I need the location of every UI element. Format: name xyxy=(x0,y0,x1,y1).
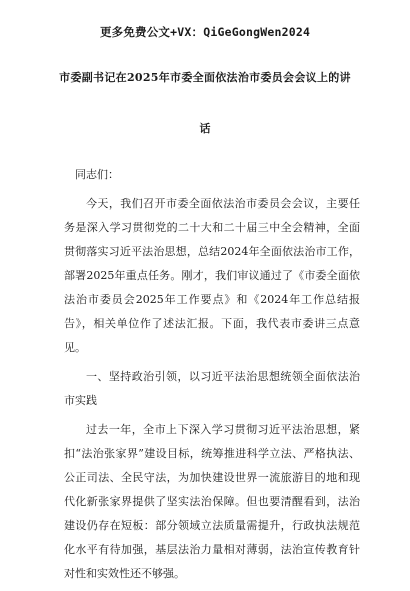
document-title-continuation: 话 xyxy=(199,122,211,135)
paragraph-section-1: 过去一年，全市上下深入学习贯彻习近平法治思想，紧扣“法治张家界”建设目标，统筹推进科学立法、严格执法、公正司法、全民守法，为加快建设世界一流旅游目的地和现代化新张家界提供了坚实法治保障。但也要清醒看到，法治建设仍存在短板：部分领域立法质量需提升，行政执法规范化水平有待加强，基层法治力量相对薄弱，法治宣传教育针对性和实效性还不够强。 xyxy=(64,423,360,580)
paragraph-intro: 今天，我们召开市委全面依法治市委员会会议，主要任务是深入学习贯彻党的二十大和二十届三中全会精神，全面贯彻落实习近平法治思想，总结2024年全面依法治市工作，部署2025年重点任务。刚才，我们审议通过了《市委全面依法治市委员会2025年工作要点》和《2024年工作总结报告》，相关单位作了述法汇报。下面，我代表市委讲三点意见。 xyxy=(64,197,360,354)
document-body xyxy=(64,163,360,591)
document-title: 市委副书记在2025年市委全面依法治市委员会会议上的讲 xyxy=(59,71,351,84)
salutation: 同志们： xyxy=(75,168,119,181)
section-heading-1: 一、坚持政治引领，以习近平法治思想统领全面依法治市实践 xyxy=(64,370,360,407)
watermark-header: 更多免费公文+VX：QiGeGongWen2024 xyxy=(99,25,311,39)
